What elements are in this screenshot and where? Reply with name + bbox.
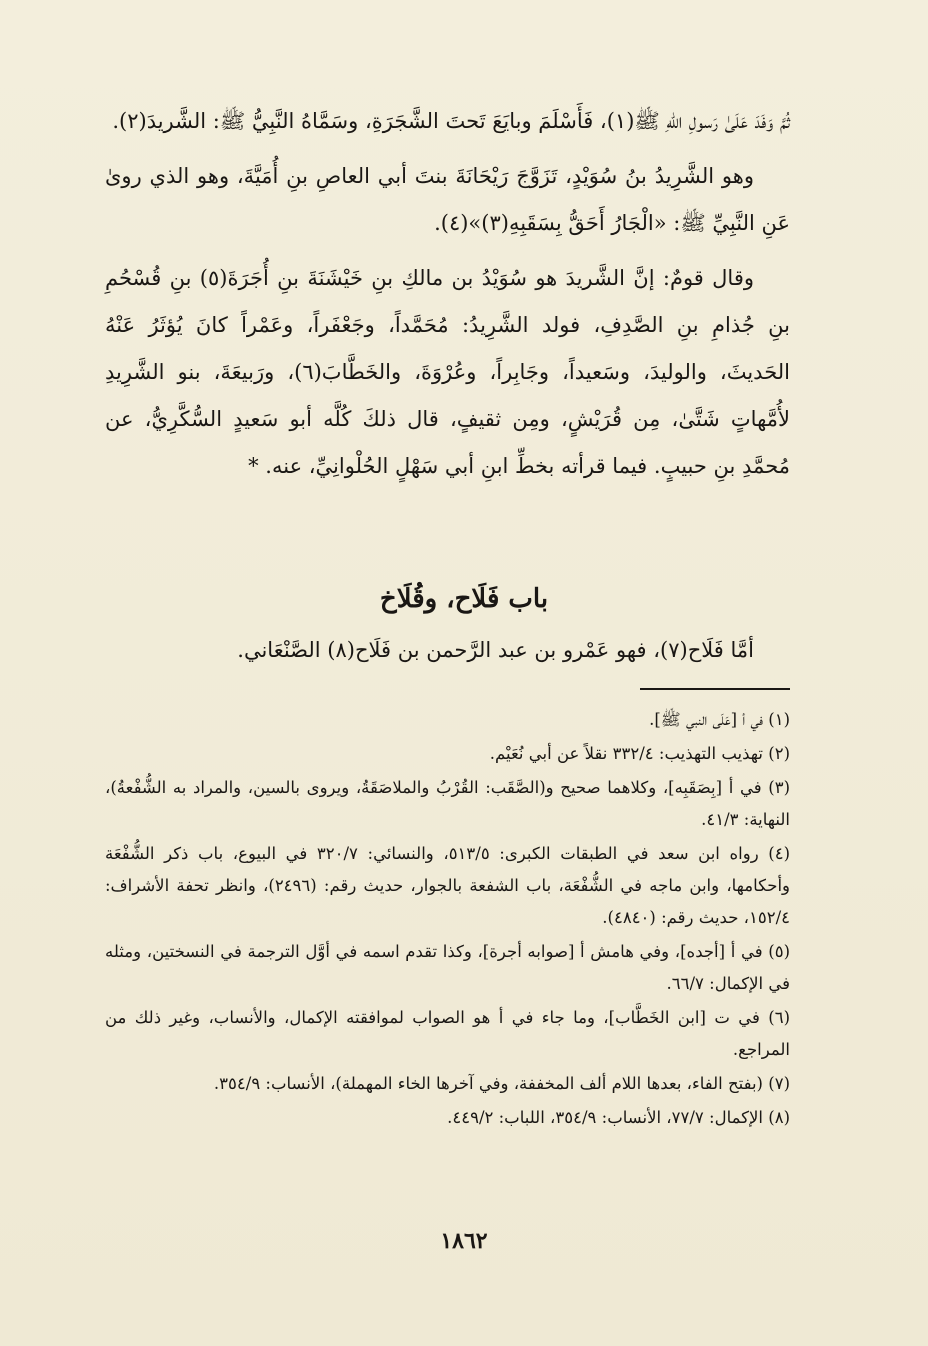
paragraph: ثُمَّ وَفَدَ عَلَىٰ رَسولِ اللهِ ﷺ(١)، فَأَسْلَمَ وبايَعَ تَحتَ الشَّجَرَةِ، وسَمَّاهُ النَّبِيُّ ﷺ: الشَّريدَ(٢). [112,109,790,133]
paragraph: وهو الشَّرِيدُ بنُ سُوَيْدٍ، تَزَوَّجَ رَيْحَانَةَ بنتَ أبي العاصِ بنِ أُمَيَّةَ، وهو الذي روىٰ عَنِ النَّبِيِّ ﷺ: «الْجَارُ أَحَقُّ بِسَقَبِهِ(٣)»(٤). [105,164,790,235]
footnote: (٣) في أ [بِصَقَبِه]، وكلاهما صحيح و(الصَّقَب: القُرْبُ والملاصَقَةُ، ويروى بالسين، والمراد به الشُّفْعةُ)، النهاية: ٤١/٣. [105,778,790,829]
chapter-heading: باب فَلَاح، وقُلَاخ [379,584,549,614]
footnote: (٨) الإكمال: ٧٧/٧، الأنساب: ٣٥٤/٩، اللباب: ٤٤٩/٢. [447,1108,790,1127]
footnote: (٢) تهذيب التهذيب: ٣٣٢/٤ نقلاً عن أبي نُعَيْم. [489,744,790,763]
main-text [105,98,790,498]
footnotes [105,704,790,1136]
chapter-first-line: أمَّا فَلَاح(٧)، فهو عَمْرو بن عبد الرَّحمن بن فَلَاح(٨) الصَّنْعَاني. [237,638,754,662]
footnote-separator [640,688,790,690]
footnote: (١) في أ [عَلَى النبي ﷺ]. [649,710,790,729]
footnote: (٧) (بفتح الفاء، بعدها اللام ألف المخففة، وفي آخرها الخاء المهملة)، الأنساب: ٣٥٤/٩. [213,1074,790,1093]
paragraph: وقال قومٌ: إنَّ الشَّريدَ هو سُوَيْدُ بن مالكِ بنِ خَيْشَنَةَ بنِ أُجَرَةَ(٥) بنِ قُسْحُمِ بنِ جُذامِ بنِ الصَّدِفِ، فولد الشَّرِيدُ: مُحَمَّداً، وجَعْفَراً، وعَمْراً كانَ يُؤثَرُ عَنْهُ الحَديثَ، والوليدَ، وسَعيداً، وجَابِراً، وعُرْوَةَ، والخَطَّابَ(٦)، ورَبيعَةَ، بنو الشَّرِيدِ لأُمَّهاتٍ شَتَّىٰ، مِن قُرَيْشٍ، ومِن ثقيفٍ، قال ذلكَ كُلَّه أبو سَعيدٍ السُّكَّرِيُّ، عن مُحمَّدِ بنِ حبيبٍ. فيما قرأته بخطِّ ابنِ أبي سَهْلٍ الحُلْوانِيِّ، عنه. * [105,266,790,478]
page-number: ١٨٦٢ [440,1228,488,1254]
footnote: (٥) في أ [أجده]، وفي هامش أ [صوابه أجرة]، وكذا تقدم اسمه في أوَّل الترجمة في النسختين، ومثله في الإكمال: ٦٦/٧. [105,942,790,993]
footnote: (٤) رواه ابن سعد في الطبقات الكبرى: ٥١٣/٥، والنسائي: ٣٢٠/٧ في البيوع، باب ذكر الشُّفْعَة وأحكامها، وابن ماجه في الشُّفْعَة، باب الشفعة بالجوار، حديث رقم: (٢٤٩٦)، وانظر تحفة الأشراف: ١٥٢/٤، حديث رقم: (٤٨٤٠). [105,844,791,927]
footnote: (٦) في ت [ابن الخَطَّاب]، وما جاء في أ هو الصواب لموافقته الإكمال، والأنساب، وغير ذلك من المراجع. [105,1008,790,1059]
